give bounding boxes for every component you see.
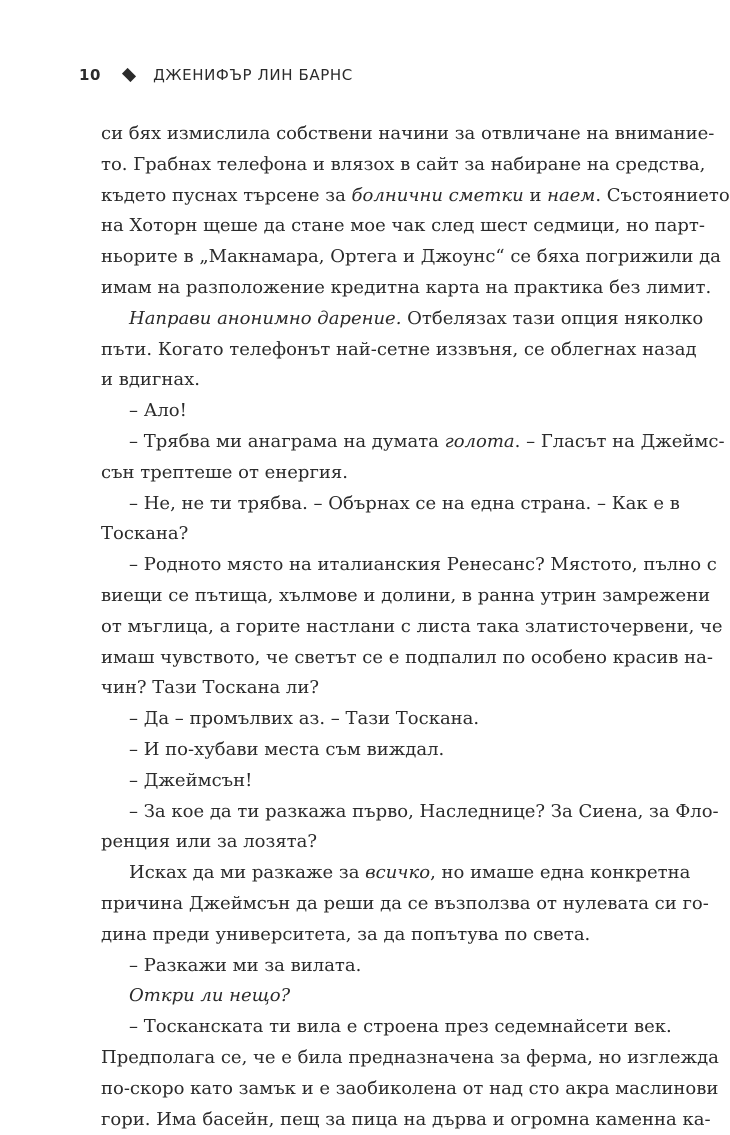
running-header	[79, 63, 353, 87]
text-line: – Разкажи ми за вилата.	[101, 951, 621, 982]
text-span: . – Гласът на Джеймс-	[515, 431, 725, 452]
text-span: където пуснах търсене за	[101, 185, 352, 206]
text-line: ньорите в „Макнамара, Ортега и Джоунс“ се бяха погрижили да	[101, 242, 621, 273]
text-line: – Джеймсън!	[101, 766, 621, 797]
text-line: имаш чувството, че светът се е подпалил по особено красив на-	[101, 643, 621, 674]
text-line: виещи се пътища, хълмове и долини, в ранна утрин замрежени	[101, 581, 621, 612]
text-line: – Не, не ти трябва. – Обърнах се на една страна. – Как е в	[101, 489, 621, 520]
text-line	[101, 181, 621, 212]
page-number: 10	[79, 66, 101, 84]
text-span: Исках да ми разкаже за	[129, 862, 365, 883]
text-line	[101, 304, 621, 335]
text-line: от мъглица, а горите настлани с листа така златисточервени, че	[101, 612, 621, 643]
italic-text: наем	[547, 185, 595, 206]
diamond-ornament-icon	[122, 68, 136, 82]
text-line: сън трептеше от енергия.	[101, 458, 621, 489]
italic-text: болнични сметки	[352, 185, 524, 206]
italic-text: Направи анонимно дарение.	[129, 308, 401, 329]
text-line: – Да – промълвих аз. – Тази Тоскана.	[101, 704, 621, 735]
italic-text: Откри ли нещо?	[129, 985, 290, 1006]
text-line: то. Грабнах телефона и влязох в сайт за набиране на средства,	[101, 150, 621, 181]
text-line: ренция или за лозята?	[101, 827, 621, 858]
text-line: по-скоро като замък и е заобиколена от над сто акра маслинови	[101, 1074, 621, 1105]
text-line: пъти. Когато телефонът най-сетне иззвъня, се облегнах назад	[101, 335, 621, 366]
text-line: – За кое да ти разкажа първо, Наследнице? За Сиена, за Фло-	[101, 797, 621, 828]
text-span: Отбелязах тази опция няколко	[401, 308, 703, 329]
body-text	[101, 119, 621, 1135]
italic-text: всичко	[365, 862, 430, 883]
text-line: – Тосканската ти вила е строена през седемнайсети век.	[101, 1012, 621, 1043]
text-line: си бях измислила собствени начини за отвличане на внимание-	[101, 119, 621, 150]
text-line: дина преди университета, за да попътува по света.	[101, 920, 621, 951]
text-line: на Хоторн щеше да стане мое чак след шест седмици, но парт-	[101, 211, 621, 242]
running-title: ДЖЕНИФЪР ЛИН БАРНС	[153, 66, 353, 84]
text-line: Предполага се, че е била предназначена за ферма, но изглежда	[101, 1043, 621, 1074]
text-line: – Родното място на италианския Ренесанс? Мястото, пълно с	[101, 550, 621, 581]
italic-text: голота	[445, 431, 515, 452]
text-span: , но имаше една конкретна	[430, 862, 690, 883]
text-line	[101, 858, 621, 889]
text-line: – И по-хубави места съм виждал.	[101, 735, 621, 766]
text-span: . Състоянието	[595, 185, 729, 206]
text-line: имам на разположение кредитна карта на практика без лимит.	[101, 273, 621, 304]
text-line	[101, 427, 621, 458]
text-line: Тоскана?	[101, 519, 621, 550]
text-line: – Ало!	[101, 396, 621, 427]
text-line	[101, 981, 621, 1012]
text-line: гори. Има басейн, пещ за пица на дърва и огромна каменна ка-	[101, 1105, 621, 1135]
text-span: и	[524, 185, 547, 206]
text-line: и вдигнах.	[101, 365, 621, 396]
text-line: чин? Тази Тоскана ли?	[101, 673, 621, 704]
text-line: причина Джеймсън да реши да се възползва от нулевата си го-	[101, 889, 621, 920]
text-span: – Трябва ми анаграма на думата	[129, 431, 445, 452]
